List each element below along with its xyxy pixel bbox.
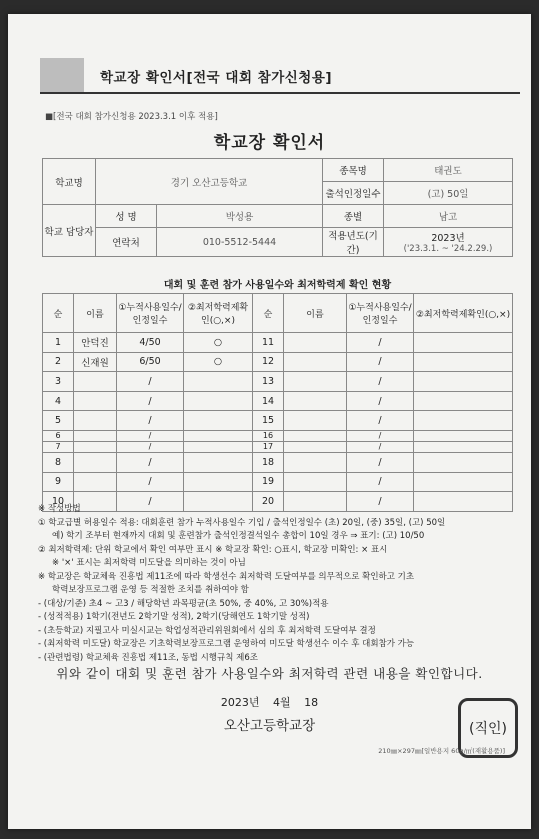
athlete-table [42, 293, 513, 512]
row-used: / [117, 492, 184, 512]
row-check [414, 472, 513, 492]
col-num-2: 순 [253, 294, 284, 333]
row-used: / [347, 441, 414, 452]
row-check [184, 372, 253, 392]
row-check [184, 472, 253, 492]
instruction-line: ※ '×' 표시는 최저학력 미도달을 의미하는 것이 아님 [52, 558, 246, 568]
row-name [284, 391, 347, 411]
paper-spec: 210㎜×297㎜[일반용지 60g/㎡(재활용품)] [378, 747, 505, 755]
confirm-statement: 위와 같이 대회 및 훈련 참가 사용일수와 최저학력 관련 내용을 확인합니다. [56, 666, 483, 681]
col-name: 이름 [74, 294, 117, 333]
row-check [414, 452, 513, 472]
row-used: / [347, 352, 414, 372]
date-day: 18 [304, 696, 319, 709]
contact-value: 010-5512-5444 [157, 228, 323, 257]
row-check [184, 391, 253, 411]
row-num: 10 [43, 492, 74, 512]
table-body [43, 333, 513, 512]
period-label: 적용년도(기간) [323, 228, 384, 257]
table-header-row [43, 294, 513, 333]
col-check-2: ②최저학력제확인(○,×) [414, 294, 513, 333]
row-num: 16 [253, 430, 284, 441]
table-row [43, 372, 513, 392]
row-check [414, 391, 513, 411]
row-num: 2 [43, 352, 74, 372]
row-name [284, 372, 347, 392]
manager-label: 학교 담당자 [43, 205, 96, 257]
instruction-line: ① 학교급별 허용일수 적용: 대회훈련 참가 누적사용일수 기입 / 출석인정일수 (초) 20일, (중) 35일, (고) 50일 [38, 517, 446, 528]
table-row [43, 472, 513, 492]
contact-label: 연락처 [96, 228, 157, 257]
table-row [43, 333, 513, 353]
row-name [284, 472, 347, 492]
row-check [414, 411, 513, 431]
instruction-line: - (최저학력 미도달) 학교장은 기초학력보장프로그램 운영하여 미도달 학생선수 이수 후 대회참가 가능 [38, 639, 415, 649]
header-title: 학교장 확인서[전국 대회 참가신청용] [100, 70, 333, 86]
row-num: 14 [253, 391, 284, 411]
row-check: ○ [184, 352, 253, 372]
row-num: 9 [43, 472, 74, 492]
date-year: 2023년 [220, 696, 260, 709]
row-name [284, 352, 347, 372]
instruction-line: - (대상/기준) 초4 ~ 고3 / 해당학년 과목평균(초 50%, 중 40%, 고 30%)적용 [38, 598, 329, 609]
date-month: 4월 [273, 696, 291, 709]
row-check [414, 372, 513, 392]
row-used: / [347, 333, 414, 353]
row-used: 6/50 [117, 352, 184, 372]
row-name [74, 452, 117, 472]
period-value [384, 228, 513, 257]
row-check [184, 452, 253, 472]
row-used: / [347, 452, 414, 472]
row-num: 5 [43, 411, 74, 431]
days-label: 출석인정일수 [323, 182, 384, 205]
school-value: 경기 오산고등학교 [96, 159, 323, 205]
row-name [74, 441, 117, 452]
row-used: / [117, 452, 184, 472]
row-num: 8 [43, 452, 74, 472]
row-name: 안덕진 [74, 333, 117, 353]
row-num: 15 [253, 411, 284, 431]
table-title: 대회 및 훈련 참가 사용일수와 최저학력제 확인 현황 [163, 280, 392, 291]
row-name [284, 333, 347, 353]
row-used: / [117, 472, 184, 492]
header-grey-block [40, 58, 84, 92]
version-note: ■[전국 대회 참가신청용 2023.3.1 이후 적용] [45, 112, 218, 122]
period-range: ('23.3.1. ~ '24.2.29.) [403, 244, 493, 254]
row-name [284, 411, 347, 431]
level-value: 남고 [384, 205, 513, 228]
row-num: 1 [43, 333, 74, 353]
row-name [74, 472, 117, 492]
row-num: 12 [253, 352, 284, 372]
table-row [43, 430, 513, 441]
row-num: 13 [253, 372, 284, 392]
row-used: / [347, 411, 414, 431]
row-check [414, 352, 513, 372]
row-check [414, 333, 513, 353]
row-used: / [347, 472, 414, 492]
table-row [43, 391, 513, 411]
instruction-line: - (관련법령) 학교체육 진흥법 제11조, 동법 시행규칙 제6조 [38, 652, 258, 663]
table-row [43, 441, 513, 452]
col-used: ①누적사용일수/인정일수 [117, 294, 184, 333]
name-value: 박성용 [157, 205, 323, 228]
instruction-line: ※ 학교장은 학교체육 진흥법 제11조에 따라 학생선수 최저학력 도달여부를 의무적으로 확인하고 기초 [38, 571, 415, 582]
instruction-line: ② 최저학력제: 단위 학교에서 확인 여부만 표시 ※ 학교장 확인: ○표시, 학교장 미확인: × 표시 [38, 544, 388, 555]
period-year: 2023년 [431, 233, 465, 244]
row-check [414, 430, 513, 441]
instruction-line: 학력보장프로그램 운영 등 적절한 조치를 취하여야 함 [52, 585, 249, 595]
row-num: 3 [43, 372, 74, 392]
row-num: 7 [43, 441, 74, 452]
event-value: 태권도 [384, 159, 513, 182]
row-check [184, 441, 253, 452]
row-used: / [347, 391, 414, 411]
row-name [284, 441, 347, 452]
seal-text: (직인) [469, 721, 507, 737]
row-used: / [347, 492, 414, 512]
instruction-line: 예) 학기 조부터 현재까지 대회 및 훈련참가 출석인정결석일수 총합이 10일 경우 ⇒ 표기: (고) 10/50 [52, 531, 425, 541]
document-title: 학교장 확인서 [213, 133, 326, 153]
row-num: 18 [253, 452, 284, 472]
event-label: 종목명 [323, 159, 384, 182]
row-check [184, 430, 253, 441]
row-used: / [117, 391, 184, 411]
row-used: / [117, 372, 184, 392]
row-num: 6 [43, 430, 74, 441]
col-num: 순 [43, 294, 74, 333]
row-num: 19 [253, 472, 284, 492]
col-name-2: 이름 [284, 294, 347, 333]
row-used: / [347, 372, 414, 392]
row-used: / [117, 441, 184, 452]
days-value: (고) 50일 [384, 182, 513, 205]
row-check [184, 411, 253, 431]
instruction-line: ※ 작성방법 [38, 504, 81, 514]
header-bar [40, 58, 520, 92]
header-rule [40, 92, 520, 94]
row-used: / [347, 430, 414, 441]
instruction-line: - (성적적용) 1학기(전년도 2학기말 성적), 2학기(당해연도 1학기말 성적) [38, 612, 310, 622]
signer-name: 오산고등학교장 [223, 718, 316, 734]
row-name [74, 372, 117, 392]
row-name [284, 452, 347, 472]
row-used: / [117, 430, 184, 441]
name-label: 성 명 [96, 205, 157, 228]
row-check: ○ [184, 333, 253, 353]
table-row [43, 411, 513, 431]
row-name [74, 411, 117, 431]
col-check: ②최저학력제확인(○,×) [184, 294, 253, 333]
row-name: 신재원 [74, 352, 117, 372]
table-row [43, 352, 513, 372]
row-num: 4 [43, 391, 74, 411]
row-name [74, 391, 117, 411]
row-num: 17 [253, 441, 284, 452]
row-name [74, 430, 117, 441]
col-used-2: ①누적사용일수/인정일수 [347, 294, 414, 333]
row-name [284, 430, 347, 441]
row-num: 11 [253, 333, 284, 353]
level-label: 종별 [323, 205, 384, 228]
instruction-line: - (초등학교) 지필고사 미실시교는 학업성적관리위원회에서 심의 후 최저학력 도달여부 결정 [38, 625, 376, 636]
row-check [414, 441, 513, 452]
school-label: 학교명 [43, 159, 96, 205]
row-used: 4/50 [117, 333, 184, 353]
info-table [42, 158, 513, 257]
row-num: 20 [253, 492, 284, 512]
table-row [43, 452, 513, 472]
instructions [38, 503, 518, 665]
row-used: / [117, 411, 184, 431]
